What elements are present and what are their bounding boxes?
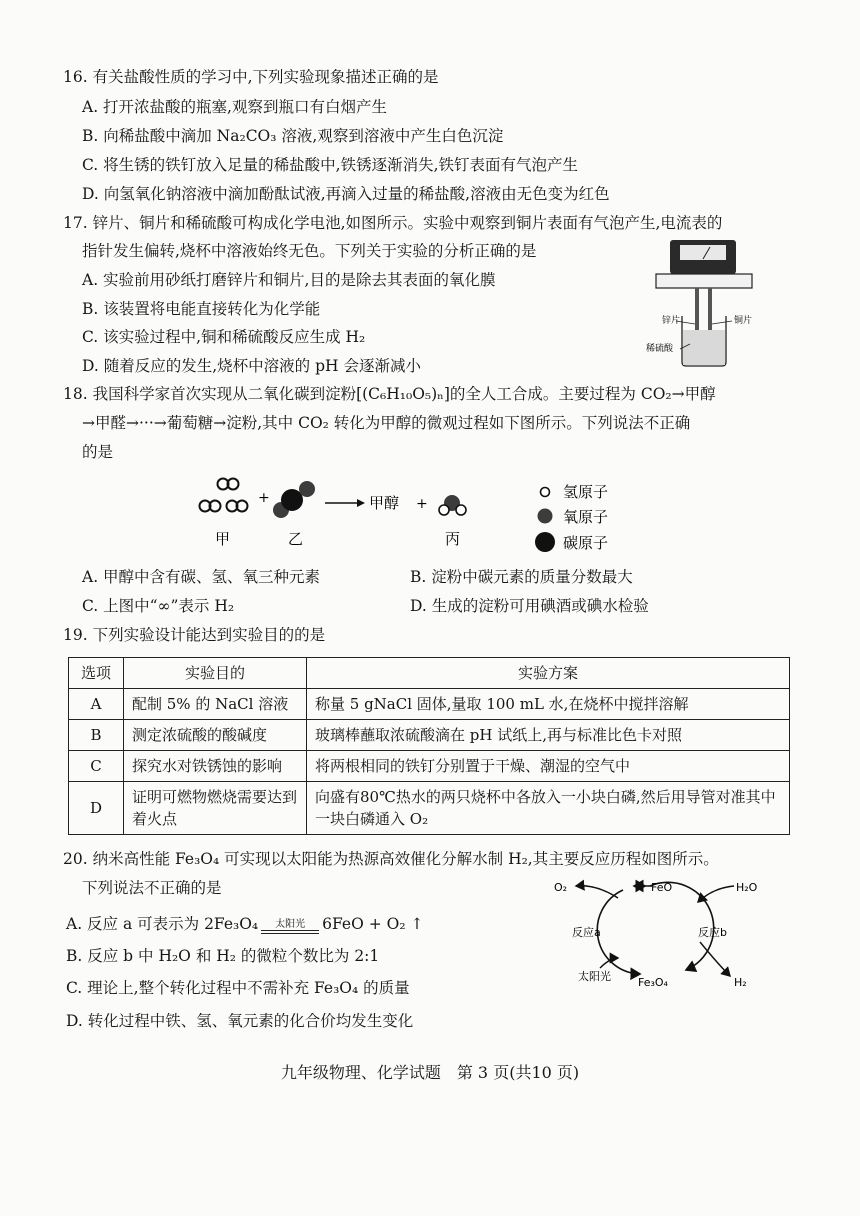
row-c-purpose: 探究水对铁锈蚀的影响 <box>124 751 307 782</box>
row-b-plan: 玻璃棒蘸取浓硫酸滴在 pH 试纸上,再与标准比色卡对照 <box>307 720 790 751</box>
label-bing: 丙 <box>445 530 461 548</box>
q20-option-a-prefix: A. 反应 a 可表示为 2Fe₃O₄ <box>66 915 259 933</box>
plus-sign-1: + <box>258 490 270 506</box>
q16-option-c: C. 将生锈的铁钉放入足量的稀盐酸中,铁锈逐渐消失,铁钉表面有气泡产生 <box>82 156 579 174</box>
q20-option-b: B. 反应 b 中 H₂O 和 H₂ 的微粒个数比为 2:1 <box>66 947 380 965</box>
q17-option-b: B. 该装置将电能直接转化为化学能 <box>82 300 321 318</box>
reaction-condition-arrow <box>261 920 319 934</box>
reaction-a-label: 反应a <box>572 926 601 939</box>
q18-option-d: D. 生成的淀粉可用碘酒或碘水检验 <box>410 597 649 615</box>
copper-label: 铜片 <box>734 316 753 326</box>
table-header-row <box>69 658 790 689</box>
header-purpose: 实验目的 <box>124 658 307 689</box>
table-row <box>69 782 790 835</box>
reaction-b-label: 反应b <box>698 926 727 939</box>
q16-stem: 16. 有关盐酸性质的学习中,下列实验现象描述正确的是 <box>63 68 439 86</box>
zinc-label: 锌片 <box>662 316 681 326</box>
co2-molecule <box>273 481 315 518</box>
q19-table <box>68 657 790 835</box>
q18-stem-1: 18. 我国科学家首次实现从二氧化碳到淀粉[(C₆H₁₀O₅)ₙ]的全人工合成。主要过程为 CO₂→甲醇 <box>63 385 716 403</box>
header-option: 选项 <box>69 658 124 689</box>
row-a-plan: 称量 5 gNaCl 固体,量取 100 mL 水,在烧杯中搅拌溶解 <box>307 689 790 720</box>
h2-label: H₂ <box>734 976 747 989</box>
q17-stem-2: 指针发生偏转,烧杯中溶液始终无色。下列关于实验的分析正确的是 <box>82 242 537 260</box>
row-a-purpose: 配制 5% 的 NaCl 溶液 <box>124 689 307 720</box>
q20-stem-1: 20. 纳米高性能 Fe₃O₄ 可实现以太阳能为热源高效催化分解水制 H₂,其主要反应历程如图所示。 <box>63 850 719 868</box>
acid-label: 稀硫酸 <box>646 344 674 354</box>
hydrogen-atom-icon <box>541 488 550 497</box>
fe3o4-cycle-diagram <box>548 872 778 992</box>
fe3o4-label: Fe₃O₄ <box>638 976 668 989</box>
h2-arrow <box>700 942 730 976</box>
oxygen-atom-icon <box>538 509 553 524</box>
q18-option-b: B. 淀粉中碳元素的质量分数最大 <box>410 568 633 586</box>
q17-option-c: C. 该实验过程中,铜和稀硫酸反应生成 H₂ <box>82 328 366 346</box>
legend-carbon: 碳原子 <box>563 534 609 552</box>
plus-sign-2: + <box>416 496 428 512</box>
row-c-option: C <box>69 751 124 782</box>
o2-label: O₂ <box>554 881 568 894</box>
q20-stem-2: 下列说法不正确的是 <box>82 879 222 897</box>
row-d-option: D <box>69 782 124 835</box>
acid-solution <box>683 330 725 365</box>
h2o-molecule <box>439 495 466 515</box>
header-plan: 实验方案 <box>307 658 790 689</box>
h2-molecules <box>200 479 248 512</box>
methanol-label: 甲醇 <box>369 494 400 512</box>
q18-option-c: C. 上图中“∞”表示 H₂ <box>82 597 235 615</box>
q20-option-c: C. 理论上,整个转化过程中不需补充 Fe₃O₄ 的质量 <box>66 979 410 997</box>
q16-option-a: A. 打开浓盐酸的瓶塞,观察到瓶口有白烟产生 <box>82 98 387 116</box>
q17-option-d: D. 随着反应的发生,烧杯中溶液的 pH 会逐渐减小 <box>82 357 421 375</box>
table-row <box>69 689 790 720</box>
q20-option-d: D. 转化过程中铁、氢、氧元素的化合价均发生变化 <box>66 1012 414 1030</box>
sunlight-label: 太阳光 <box>578 970 611 983</box>
label-yi: 乙 <box>288 530 304 548</box>
support-board <box>656 274 752 288</box>
table-row <box>69 720 790 751</box>
ammeter-dial <box>680 245 726 260</box>
page-footer: 九年级物理、化学试题 第 3 页(共10 页) <box>280 1063 580 1082</box>
feo-label: FeO <box>651 881 673 894</box>
q18-stem-2: →甲醛→···→葡萄糖→淀粉,其中 CO₂ 转化为甲醇的微观过程如下图所示。下列说法不正确 <box>82 414 691 432</box>
carbon-atom-icon <box>535 532 555 552</box>
h2o-label: H₂O <box>736 881 758 894</box>
condition-sunlight: 太阳光 <box>275 919 306 930</box>
reaction-a-arc <box>597 890 640 974</box>
row-d-plan: 向盛有80℃热水的两只烧杯中各放入一小块白磷,然后用导管对准其中一块白磷通入 O₂ <box>307 782 790 835</box>
legend-hydrogen: 氢原子 <box>563 483 609 501</box>
row-c-plan: 将两根相同的铁钉分别置于干燥、潮湿的空气中 <box>307 751 790 782</box>
co2-methanol-diagram <box>165 472 685 554</box>
row-b-purpose: 测定浓硫酸的酸碱度 <box>124 720 307 751</box>
q18-stem-3: 的是 <box>82 443 114 461</box>
row-b-option: B <box>69 720 124 751</box>
q16-option-d: D. 向氢氧化钠溶液中滴加酚酞试液,再滴入过量的稀盐酸,溶液由无色变为红色 <box>82 185 610 203</box>
battery-apparatus-figure <box>640 238 770 368</box>
q16-option-b: B. 向稀盐酸中滴加 Na₂CO₃ 溶液,观察到溶液中产生白色沉淀 <box>82 127 504 145</box>
q20-option-a <box>66 913 423 935</box>
row-a-option: A <box>69 689 124 720</box>
row-d-purpose: 证明可燃物燃烧需要达到着火点 <box>124 782 307 835</box>
q20-option-a-suffix: 6FeO + O₂ ↑ <box>322 915 424 933</box>
table-row <box>69 751 790 782</box>
q17-stem-1: 17. 锌片、铜片和稀硫酸可构成化学电池,如图所示。实验中观察到铜片表面有气泡产生,电流表的 <box>63 214 723 232</box>
q17-option-a: A. 实验前用砂纸打磨锌片和铜片,目的是除去其表面的氧化膜 <box>82 271 496 289</box>
label-jia: 甲 <box>215 530 231 548</box>
legend-oxygen: 氧原子 <box>563 508 609 526</box>
q18-option-a: A. 甲醇中含有碳、氢、氧三种元素 <box>82 568 321 586</box>
o2-arrow <box>576 886 618 898</box>
q19-stem: 19. 下列实验设计能达到实验目的的是 <box>63 626 326 644</box>
